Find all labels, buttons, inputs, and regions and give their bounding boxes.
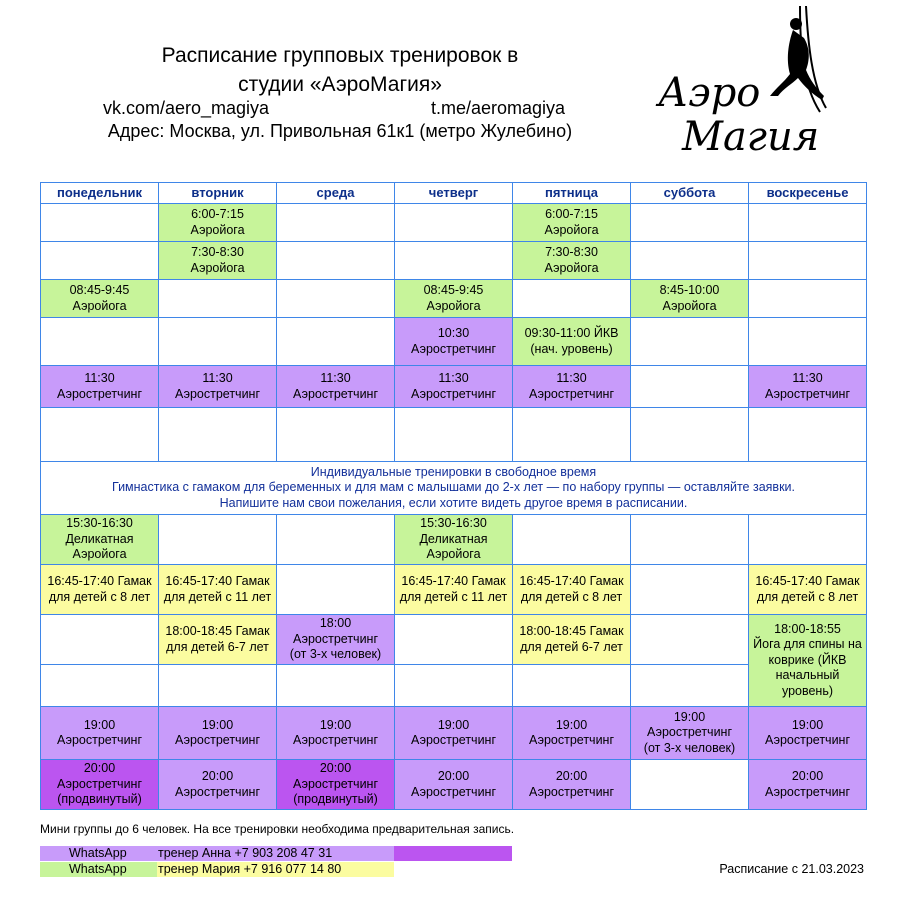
schedule-cell [159,515,277,565]
group-size-note: Мини группы до 6 человек. На все тренировки необходима предварительная запись. [40,822,515,836]
schedule-cell [631,204,749,242]
trainer-phone: тренер Анна +7 903 208 47 31 [158,846,333,860]
schedule-cell [749,242,867,280]
schedule-cell [277,408,395,462]
class-cell: 8:45-10:00 Аэройога [631,280,749,318]
schedule-cell [277,318,395,366]
schedule-row [41,515,867,565]
day-header: воскресенье [749,183,867,204]
class-cell: 16:45-17:40 Гамак для детей с 8 лет [513,565,631,615]
schedule-cell [395,408,513,462]
schedule-cell [159,318,277,366]
class-cell: 6:00-7:15 Аэройога [513,204,631,242]
schedule-since-date: Расписание с 21.03.2023 [719,862,864,876]
class-cell: 19:00 Аэростретчинг [749,707,867,760]
page-title-line1: Расписание групповых тренировок в [161,44,519,67]
aerial-silk-dancer-icon [770,6,826,112]
schedule-cell [41,408,159,462]
schedule-cell [41,242,159,280]
schedule-row [41,318,867,366]
class-cell: 19:00 Аэростретчинг [41,707,159,760]
class-cell: 16:45-17:40 Гамак для детей с 11 лет [159,565,277,615]
schedule-cell [631,760,749,810]
schedule-cell [41,665,159,707]
logo-text-aero: Аэро [658,70,761,116]
day-header: суббота [631,183,749,204]
schedule-cell [277,515,395,565]
schedule-cell [277,665,395,707]
schedule-cell [749,408,867,462]
schedule-row [41,707,867,760]
class-cell: 19:00 Аэростретчинг [395,707,513,760]
studio-address: Адрес: Москва, ул. Привольная 61к1 (метро Жулебино) [107,121,573,141]
info-row [41,462,867,515]
schedule-cell [631,366,749,408]
schedule-cell [631,242,749,280]
class-cell: 16:45-17:40 Гамак для детей с 8 лет [749,565,867,615]
class-cell: 11:30 Аэростретчинг [277,366,395,408]
vk-link[interactable]: vk.com/aero_magiya [103,98,270,118]
telegram-link[interactable]: t.me/aeromagiya [431,98,566,118]
day-header: среда [277,183,395,204]
schedule-cell [631,615,749,665]
whatsapp-contact-anna[interactable] [40,846,512,861]
schedule-cell [41,318,159,366]
class-cell: 15:30-16:30 Деликатная Аэройога [395,515,513,565]
schedule-row [41,280,867,318]
day-header: вторник [159,183,277,204]
schedule-row [41,204,867,242]
class-cell: 11:30 Аэростретчинг [395,366,513,408]
page-title-line2: студии «АэроМагия» [238,73,442,96]
schedule-cell [395,204,513,242]
schedule-cell [395,615,513,665]
class-cell: 18:00-18:45 Гамак для детей 6-7 лет [513,615,631,665]
schedule-row [41,665,867,707]
class-cell: 15:30-16:30 Деликатная Аэройога [41,515,159,565]
class-cell: 16:45-17:40 Гамак для детей с 11 лет [395,565,513,615]
class-cell: 11:30 Аэростретчинг [41,366,159,408]
class-cell: 11:30 Аэростретчинг [749,366,867,408]
schedule-cell [277,280,395,318]
whatsapp-label: WhatsApp [69,846,127,860]
schedule-cell [41,615,159,665]
schedule-cell [631,408,749,462]
schedule-row [41,408,867,462]
whatsapp-contact-maria[interactable] [40,862,394,877]
studio-logo [650,4,865,164]
schedule-cell [749,318,867,366]
day-header: понедельник [41,183,159,204]
schedule-cell [277,242,395,280]
info-cell [41,462,867,515]
class-cell: 08:45-9:45 Аэройога [395,280,513,318]
schedule-row [41,366,867,408]
schedule-cell [395,242,513,280]
logo-text-magia: Магия [682,114,820,160]
info-line-pregnant: Гимнастика с гамаком для беременных и для мам с малышами до 2-х лет — по набору группы — оставляйте заявки. [112,480,795,495]
schedule-cell [159,280,277,318]
schedule-row [41,242,867,280]
schedule-cell [395,665,513,707]
trainer-phone: тренер Мария +7 916 077 14 80 [158,862,342,876]
schedule-cell [749,280,867,318]
class-cell: 20:00 Аэростретчинг [159,760,277,810]
class-cell: 6:00-7:15 Аэройога [159,204,277,242]
day-header: четверг [395,183,513,204]
class-cell: 20:00 Аэростретчинг [513,760,631,810]
schedule-cell [41,204,159,242]
class-cell: 18:00 Аэростретчинг (от 3-х человек) [277,615,395,665]
schedule-cell [277,204,395,242]
schedule-cell [631,318,749,366]
info-line-individual: Индивидуальные тренировки в свободное время [310,464,597,479]
class-cell: 16:45-17:40 Гамак для детей с 8 лет [41,565,159,615]
schedule-table [40,182,867,810]
schedule-cell [513,280,631,318]
day-header: пятница [513,183,631,204]
class-cell: 11:30 Аэростретчинг [159,366,277,408]
class-cell: 20:00 Аэростретчинг (продвинутый) [41,760,159,810]
schedule-cell [631,565,749,615]
class-cell: 10:30 Аэростретчинг [395,318,513,366]
class-cell: 11:30 Аэростретчинг [513,366,631,408]
class-cell: 19:00 Аэростретчинг [159,707,277,760]
schedule-cell [749,515,867,565]
class-cell: 09:30-11:00 ЙКВ (нач. уровень) [513,318,631,366]
schedule-cell [513,665,631,707]
class-cell: 08:45-9:45 Аэройога [41,280,159,318]
schedule-cell [159,665,277,707]
schedule-cell [277,565,395,615]
schedule-cell [749,204,867,242]
schedule-cell [631,515,749,565]
schedule-row [41,565,867,615]
class-cell: 18:00-18:45 Гамак для детей 6-7 лет [159,615,277,665]
class-cell: 20:00 Аэростретчинг [395,760,513,810]
class-cell: 20:00 Аэростретчинг [749,760,867,810]
whatsapp-label: WhatsApp [69,862,127,876]
schedule-row [41,760,867,810]
schedule-cell [513,515,631,565]
schedule-cell [631,665,749,707]
class-cell: 20:00 Аэростретчинг (продвинутый) [277,760,395,810]
class-cell: 19:00 Аэростретчинг [277,707,395,760]
class-cell: 7:30-8:30 Аэройога [513,242,631,280]
days-header-row [41,183,867,204]
schedule-row [41,615,867,665]
class-cell: 19:00 Аэростретчинг (от 3-х человек) [631,707,749,760]
class-cell: 18:00-18:55 Йога для спины на коврике (ЙКВ начальный уровень) [749,615,867,707]
info-line-wishes: Напишите нам свои пожелания, если хотите видеть другое время в расписании. [219,495,688,510]
schedule-cell [513,408,631,462]
class-cell: 7:30-8:30 Аэройога [159,242,277,280]
schedule-cell [159,408,277,462]
class-cell: 19:00 Аэростретчинг [513,707,631,760]
